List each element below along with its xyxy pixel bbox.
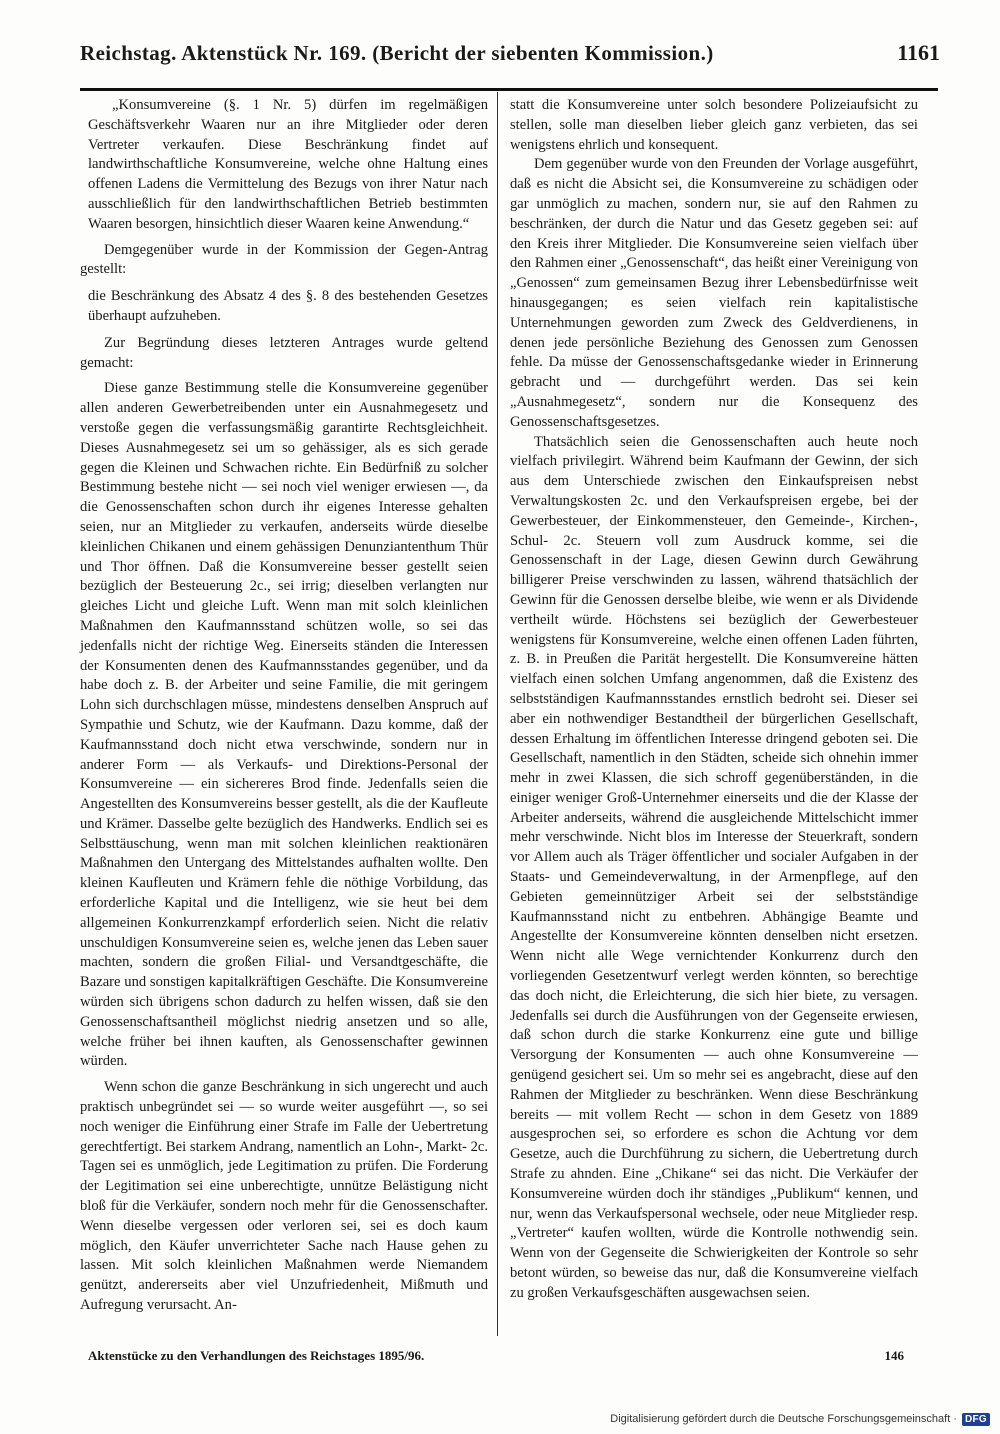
paragraph: Wenn schon die ganze Beschränkung in sich ungerecht und auch praktisch unbegründet sei — so wurde weiter ausgeführt —, so sei noch weniger die Einführung einer Strafe im Falle der Uebertretung gerechtfertigt. Bei starkem Andrang, namentlich an Lohn-, Markt- 2c. Tagen sei es unmöglich, jede Legitimation zu prüfen. Die Forderung der Legitimation sei eine unberechtigte, unnütze Belästigung nicht bloß für die Verkäufer, sondern noch mehr für die Genossenschafter. Wenn dieselbe vergessen oder verloren sei, sei es doch kaum möglich, den Käufer unverrichteter Sache nach Hause gehen zu lassen. Mit solch kleinlichen Maßnahmen werde Niemandem genützt, andererseits aber viel Unzufriedenheit, Mißmuth und Aufregung verursacht. An- — [80, 1079, 488, 1314]
paragraph: Thatsächlich seien die Genossenschaften auch heute noch vielfach privilegirt. Während beim Kaufmann der Gewinn, der sich aus dem Unterschiede zwischen den Einkaufspreisen nebst Verwaltungskosten 2c. und den Verkaufspreisen ergebe, bei der Gewerbesteuer, der Einkommensteuer, den Gemeinde-, Kirchen-, Schul- 2c. Steuern voll zum Ausdruck komme, sei die Genossenschaft in der Lage, diesen Gewinn durch Gewährung billigerer Preise verschwinden zu lassen, während thatsächlich der Gewinn für die Genossen derselbe bleibe, wie wenn er als Dividende vertheilt würde. Höchstens sei bezüglich der Gewerbesteuer wenigstens für Konsumvereine, welche einen offenen Laden führten, z. B. in Preußen die Parität hergestellt. Die Konsumvereine hätten vielfach einen solchen Umfang angenommen, daß die Existenz des selbstständigen Kaufmannsstandes ernstlich bedroht sei. Dieser sei aber ein nothwendiger Bestandtheil der bürgerlichen Gesellschaft, dessen Erhaltung im öffentlichen Interesse dringend geboten sei. Die Gesellschaft, namentlich in den Städten, scheide sich ohnehin immer mehr in zwei Klassen, die sich schroff gegenüberständen, in die einiger weniger Groß-Unternehmer einerseits und die der Klasse der Arbeiter anderseits, während die ausgleichende Mittelschicht immer mehr verschwinde. Nicht blos im Interesse der Steuerkraft, sondern vor Allem auch als Träger öffentlicher und socialer Aufgaben in der Staats- und Gemeindeverwaltung, in der Armenpflege, auf den Gebieten gemeinnütziger Arbeit sei der selbstständige Kaufmannsstand nicht zu entbehren. Abhängige Beamte und Angestellte der Konsumvereine könnten denselben nicht ersetzen. Wenn nicht alle Wege vernichtender Konkurrenz durch den vorliegenden Gesetzentwurf verlegt werden könnten, so berechtige das doch nicht, die Erleichterung, die sich hier biete, zu versagen. Jedenfalls sei durch die Ausführungen von der Gegenseite erwiesen, daß schon durch die starke Konkurrenz eine gute und billige Versorgung der Konsumenten — auch ohne Konsumvereine — genügend gesichert sei. Um so mehr sei es angebracht, diese auf den Rahmen der Mitglieder zu beschränken. Wenn diese Beschränkung bereits — mit vollem Recht — schon in dem Gesetz von 1889 ausgesprochen sei, so erfordere es schon die Achtung vor dem Gesetze, auch die Durchführung zu sichern, die Uebertretung durch Strafe zu ahnden. Eine „Chikane“ sei das nicht. Die Verkäufer der Konsumvereine würden doch ihr ständiges „Publikum“ kennen, und nur, wenn das Verkaufspersonal wechsele, oder neue Mitglieder resp. „Vertreter“ kaufen wollten, würde die Kontrolle nothwendig sein. Wenn von der Gegenseite die Schwierigkeiten der Kontrole so sehr betont würden, so beweise das nur, daß die Konsumvereine vielfach zu großen Verkaufsgeschäften ausgewachsen seien. — [510, 433, 918, 1301]
paragraph: statt die Konsumvereine unter solch besondere Polizeiaufsicht zu stellen, solle man dieselben lieber gleich ganz verbieten, das sei wenigstens ehrlich und konsequent. — [510, 97, 918, 153]
header-title: Reichstag. Aktenstück Nr. 169. (Bericht der siebenten Kommission.) — [80, 41, 714, 65]
page-number: 1161 — [897, 40, 940, 65]
counter-motion: die Beschränkung des Absatz 4 des §. 8 des bestehenden Gesetzes überhaupt aufzuheben. — [88, 288, 488, 324]
footer-sheet-number: 146 — [884, 1348, 904, 1363]
paragraph: Diese ganze Bestimmung stelle die Konsumvereine gegenüber allen anderen Gewerbetreibenden unter ein Ausnahmegesetz und verstoße gegen die verfassungsmäßig garantirte Rechtsgleichheit. Dieses Ausnahmegesetz sei um so gehässiger, als es sich gerade gegen die Kleinen und Schwachen richte. Ein Bedürfniß zu solcher Bestimmung bestehe nicht — sei noch viel weniger erwiesen —, da die Genossenschaften schon durch ihr eigenes Interesse gehalten seien, nur an Mitglieder zu verkaufen, anderseits würde dieselbe kleinlichen Chikanen und einem gehässigen Denunziantenthum Thür und Thor öffnen. Daß die Konsumvereine besser gestellt seien bezüglich der Besteuerung 2c., sei irrig; dieselben verlangten nur gleiches Licht und gleiche Luft. Wenn man mit solch kleinlichen Maßnahmen den Kaufmannsstand schützen wolle, so sei das jedenfalls nicht der richtige Weg. Einerseits ständen die Interessen der Konsumenten denen des Kaufmannsstandes gegenüber, und da habe doch z. B. der Arbeiter und seine Familie, die mit geringem Lohn sich durchschlagen müsse, mindestens denselben Anspruch auf Sympathie und Schutz, wie der Kaufmann. Dazu komme, daß der Kaufmannsstand doch nicht etwa verschwinde, sondern nur in anderer Form — als Verkaufs- und Direktions-Personal der Konsumvereine — ein sichereres Brod finde. Jedenfalls seien die Angestellten des Konsumvereins besser gestellt, als die der Kaufleute und Krämer. Dasselbe gelte bezüglich des Handwerks. Endlich sei es Selbsttäuschung, wenn man mit solchen kleinlichen reaktionären Maßnahmen den Untergang des Mittelstandes aufhalten wollte. Den kleinen Kaufleuten und Krämern fehle die nöthige Vorbildung, das erforderliche Kapital und die Intelligenz, wie sie heut bei dem allgemeinen Konkurrenzkampf erforderlich seien. Nicht die relativ unschuldigen Konsumvereine seien es, welche jenen das Leben sauer machten, sondern die großen Filial- und Versandtgeschäfte, die Bazare und sonstigen kapitalkräftigen Geschäfte. Die Konsumvereine würden sich übrigens schon dadurch zu helfen wissen, daß sie den Genossenschaftsantheil möglichst niedrig ansetzen und so alle, welche früher bei ihnen kauften, als Genossenschafter gewinnen würden. — [80, 380, 488, 1070]
column-divider — [497, 92, 498, 1336]
right-column — [510, 96, 918, 1304]
paragraph: Dem gegenüber wurde von den Freunden der Vorlage ausgeführt, daß es nicht die Absicht sei, die Konsumvereine zu schädigen oder gar unmöglich zu machen, sondern nur, sie auf den Rahmen zu beschränken, der durch die Natur und das Gesetz gegeben sei: auf den Kreis ihrer Mitglieder. Die Konsumvereine seien vielfach über den Rahmen einer „Genossenschaft“, das heißt einer Vereinigung von „Genossen“ zum gemeinsamen Bezug ihrer Lebensbedürfnisse weit hinausgegangen; es seien vielfach rein kapitalistische Unternehmungen geworden zum Zweck des Geldverdienens, in denen jede persönliche Beziehung des Genossen zum Genossen fehle. Da müsse der Genossenschaftsgedanke wieder in Erinnerung gebracht und — durchgeführt werden. Das sei kein „Ausnahmegesetz“, sondern nur die Konsequenz des Genossenschaftsgesetzes. — [510, 156, 918, 430]
left-column — [80, 96, 488, 1316]
credit-text: Digitalisierung gefördert durch die Deutsche Forschungsgemeinschaft · — [610, 1413, 957, 1425]
page-header — [80, 40, 940, 80]
digitization-credit — [560, 1410, 990, 1428]
header-rule — [80, 88, 938, 91]
quoted-law-paragraph: „Konsumvereine (§. 1 Nr. 5) dürfen im regelmäßigen Geschäftsverkehr Waaren nur an ihre Mitglieder oder deren Vertreter verkaufen. Diese Beschränkung findet auf landwirthschaftliche Konsumvereine, welche ohne Haltung eines offenen Ladens die Vermittelung des Bezugs von ihrer Natur nach ausschließlich für den landwirthschaftlichen Betrieb bestimmten Waaren besorgen, hinsichtlich dieser Waaren keine Anwendung.“ — [88, 97, 488, 232]
paragraph: Demgegenüber wurde in der Kommission der Gegen-Antrag gestellt: — [80, 241, 488, 278]
dfg-logo: DFG — [962, 1413, 990, 1426]
paragraph: Zur Begründung dieses letzteren Antrages wurde geltend gemacht: — [80, 334, 488, 371]
footer-source: Aktenstücke zu den Verhandlungen des Reichstages 1895/96. — [88, 1348, 425, 1363]
